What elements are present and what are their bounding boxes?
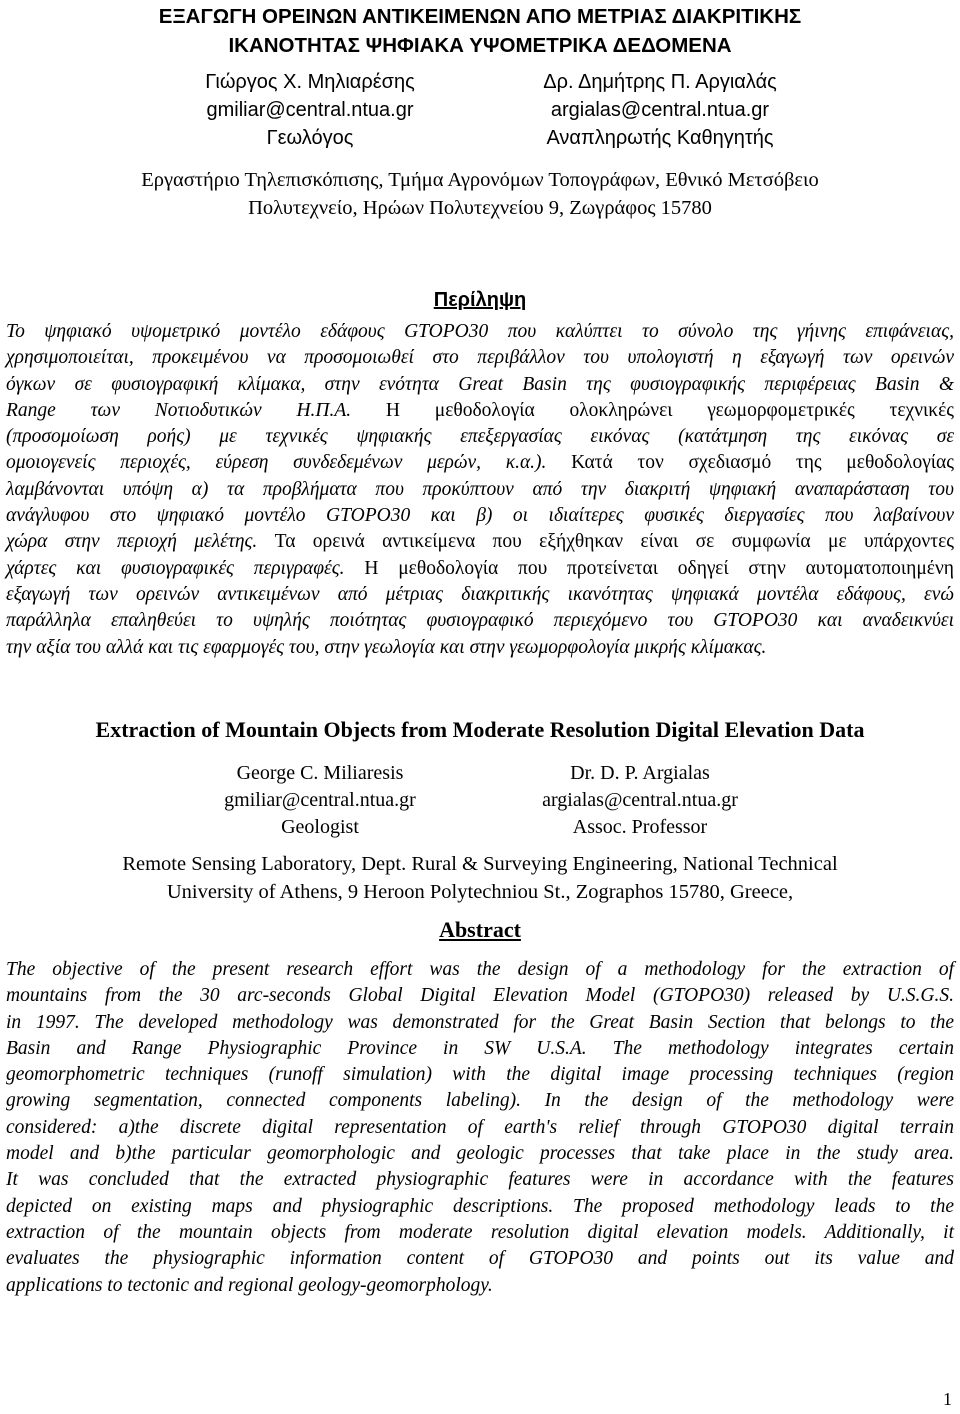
english-author-right	[505, 760, 775, 841]
abstract-line: παράλληλα επαληθεύει το υψηλής ποιότητας φυσιογραφικό περιεχόμενο του GTOPO30 και αναδεικνύει	[6, 610, 954, 632]
abstract-line	[6, 529, 954, 555]
author-role: Αναπληρωτής Καθηγητής	[546, 127, 774, 149]
abstract-line: όγκων σε φυσιογραφική κλίμακα, στην ενότητα Great Basin της φυσιογραφικής περιφέρειας Basin &	[6, 373, 954, 395]
abstract-line: λαμβάνονται υπόψη α) τα προβλήματα που προκύπτουν από την διακριτή ψηφιακή αναπαράσταση του	[6, 478, 954, 500]
author-name: Dr. D. P. Argialas	[570, 762, 710, 784]
abstract-fragment: χάρτες και φυσιογραφικές περιγραφές.	[6, 557, 345, 579]
author-name: Δρ. Δημήτρης Π. Αργιαλάς	[543, 71, 777, 93]
greek-author-right	[495, 68, 825, 152]
abstract-fragment: Η μεθοδολογία που προτείνεται οδηγεί στην αυτοματοποιημένη	[364, 557, 954, 579]
author-name: George C. Miliaresis	[236, 762, 404, 784]
abstract-line: depicted on existing maps and physiographic descriptions. The proposed methodology leads to the	[6, 1195, 954, 1217]
greek-title-line: ΙΚΑΝΟΤΗΤΑΣ ΨΗΦΙΑΚΑ ΥΨΟΜΕΤΡΙΚΑ ΔΕΔΟΜΕΝΑ	[228, 34, 732, 57]
greek-abstract-heading: Περίληψη	[433, 289, 527, 311]
abstract-fragment: Range των Νοτιοδυτικών Η.Π.Α.	[6, 399, 352, 421]
abstract-line	[6, 556, 954, 582]
abstract-line: extraction of the mountain objects from moderate resolution digital elevation models. Additionally, it	[6, 1221, 954, 1243]
abstract-line: in 1997. The developed methodology was demonstrated for the Great Basin Section that belongs to the	[6, 1011, 954, 1033]
abstract-line: την αξία του αλλά και τις εφαρμογές του, στην γεωλογία και στην γεωμορφολογία μικρής κλίμακας.	[6, 636, 767, 658]
abstract-fragment: ομοιογενείς περιοχές, εύρεση συνδεδεμένων μερών, κ.α.).	[6, 452, 547, 474]
english-author-left	[190, 760, 450, 841]
affiliation-line: Πολυτεχνείο, Ηρώων Πολυτεχνείου 9, Ζωγράφος 15780	[248, 197, 712, 219]
abstract-line: χρησιμοποιείται, προκειμένου να προσομοιωθεί στο περιβάλλον του υπολογιστή η εξαγωγή των ορεινών	[6, 347, 954, 369]
abstract-line: The objective of the present research effort was the design of a methodology for the extraction of	[6, 959, 954, 980]
abstract-line: model and b)the particular geomorphologic and geologic processes that take place in the study area.	[6, 1143, 954, 1165]
abstract-fragment: χώρα στην περιοχή μελέτης.	[6, 531, 258, 553]
author-role: Γεωλόγος	[266, 127, 354, 149]
author-name: Γιώργος Χ. Μηλιαρέσης	[205, 71, 415, 93]
abstract-line: (προσομοίωση ροής) με τεχνικές ψηφιακής επεξεργασίας εικόνας (κατάτμηση της εικόνας σε	[6, 426, 954, 448]
abstract-line: It was concluded that the extracted physiographic features were in accordance with the features	[6, 1169, 954, 1191]
page-number: 1	[943, 1389, 952, 1409]
greek-author-left	[170, 68, 450, 152]
abstract-fragment: Τα ορεινά αντικείμενα που εξήχθηκαν είναι σε συμφωνία με υπάρχοντες	[274, 531, 954, 553]
affiliation-line: Remote Sensing Laboratory, Dept. Rural & Surveying Engineering, National Technical	[122, 853, 838, 875]
author-email: argialas@central.ntua.gr	[542, 789, 738, 811]
author-role: Geologist	[281, 816, 359, 838]
english-title: Extraction of Mountain Objects from Moderate Resolution Digital Elevation Data	[95, 717, 865, 742]
abstract-line: geomorphometric techniques (runoff simulation) with the digital image processing techniques (region	[6, 1064, 954, 1086]
abstract-line: considered: a)the discrete digital representation of earth's relief through GTOPO30 digital terrain	[6, 1116, 954, 1138]
affiliation-line: Εργαστήριο Τηλεπισκόπισης, Τμήμα Αγρονόμων Τοπογράφων, Εθνικό Μετσόβειο	[141, 169, 819, 191]
affiliation-line: University of Athens, 9 Heroon Polytechniou St., Zographos 15780, Greece,	[166, 881, 794, 903]
abstract-line: applications to tectonic and regional geology-geomorphology.	[6, 1274, 493, 1296]
greek-title	[40, 2, 920, 60]
abstract-line: Basin and Range Physiographic Province in SW U.S.A. The methodology integrates certain	[6, 1037, 954, 1059]
greek-affiliation	[0, 166, 960, 222]
abstract-line: εξαγωγή των ορεινών αντικειμένων από μέτριας διακριτικής ικανότητας ψηφιακά μοντέλα εδάφους, ενώ	[6, 583, 954, 605]
abstract-fragment: Κατά τον σχεδιασμό της μεθοδολογίας	[571, 452, 954, 474]
abstract-line	[6, 398, 954, 424]
abstract-line: ανάγλυφου στο ψηφιακό μοντέλο GTOPO30 και β) οι ιδιαίτερες φυσικές διεργασίες που λαβαίνουν	[6, 505, 954, 527]
abstract-line: growing segmentation, connected components labeling). In the design of the methodology were	[6, 1090, 954, 1112]
english-affiliation	[0, 850, 960, 906]
abstract-line: Το ψηφιακό υψομετρικό μοντέλο εδάφους GTOPO30 που καλύπτει το σύνολο της γήινης επιφάνειας,	[6, 321, 954, 342]
abstract-line: evaluates the physiographic information content of GTOPO30 and points out its value and	[6, 1248, 954, 1270]
author-role: Assoc. Professor	[572, 816, 708, 838]
english-abstract-heading: Abstract	[439, 917, 521, 942]
author-email: gmiliar@central.ntua.gr	[206, 99, 414, 121]
greek-title-line: ΕΞΑΓΩΓΗ ΟΡΕΙΝΩΝ ΑΝΤΙΚΕΙΜΕΝΩΝ ΑΠΟ ΜΕΤΡΙΑΣ ΔΙΑΚΡΙΤΙΚΗΣ	[158, 5, 802, 28]
english-abstract-body	[6, 957, 954, 1299]
abstract-line: mountains from the 30 arc-seconds Global Digital Elevation Model (GTOPO30) released by U.S.G.S.	[6, 985, 954, 1007]
author-email: gmiliar@central.ntua.gr	[224, 789, 416, 811]
author-email: argialas@central.ntua.gr	[550, 99, 770, 121]
abstract-fragment: Η μεθοδολογία ολοκληρώνει γεωμορφομετρικές τεχνικές	[385, 399, 954, 421]
abstract-line	[6, 450, 954, 476]
greek-abstract-body	[6, 319, 954, 661]
